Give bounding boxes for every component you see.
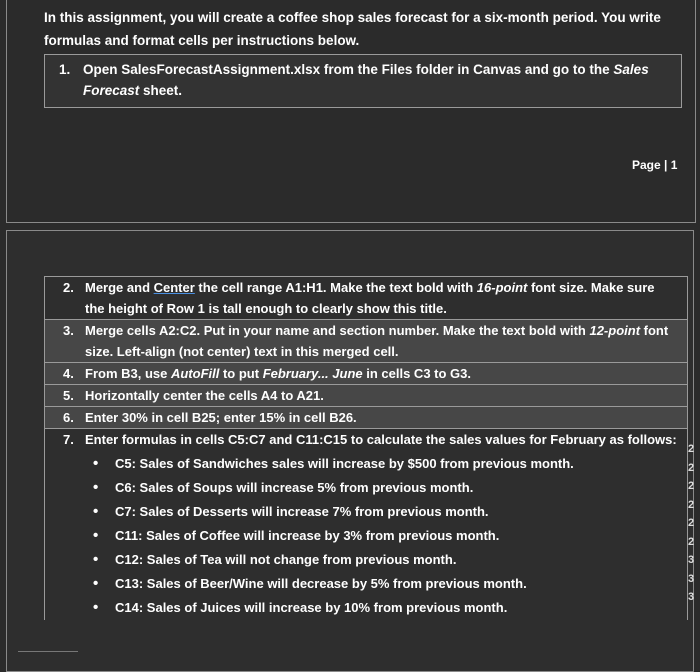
list-item xyxy=(85,452,677,476)
bullet-icon: • xyxy=(93,503,99,520)
list-item xyxy=(85,500,677,524)
text-run: and go to the xyxy=(521,62,614,77)
font-size-term: 16-point xyxy=(476,280,528,295)
list-item-text: C5: Sales of Sandwiches sales will increase by $500 from previous month. xyxy=(115,456,574,471)
step-number: 7. xyxy=(63,432,74,447)
list-item-text: C11: Sales of Coffee will increase by 3% from previous month. xyxy=(115,528,500,543)
text-run: with xyxy=(556,323,590,338)
text-run: font size. Make sure the height of Row 1 is tall enough to clearly show this title. xyxy=(85,280,655,316)
step-number: 4. xyxy=(63,366,74,381)
bullet-icon: • xyxy=(93,479,99,496)
font-size-term: 12-point xyxy=(589,323,641,338)
bullet-icon: • xyxy=(93,455,99,472)
step-number: 1. xyxy=(59,62,71,77)
margin-number: 2 xyxy=(688,517,695,529)
text-run: from the xyxy=(320,62,382,77)
platform-name: Canvas xyxy=(473,62,522,77)
bold-keyword: bold xyxy=(416,280,444,295)
center-link[interactable]: Center xyxy=(153,280,195,295)
list-item-text: C14: Sales of Juices will increase by 10% from previous month. xyxy=(115,600,508,615)
step-6 xyxy=(44,407,688,429)
margin-number: 2 xyxy=(688,443,695,455)
step-1-text xyxy=(59,59,669,101)
step-number: 3. xyxy=(63,323,74,338)
bullet-icon: • xyxy=(93,551,99,568)
autofill-term: AutoFill xyxy=(170,366,220,381)
step-7 xyxy=(44,429,688,620)
text-run: font size. xyxy=(85,323,669,359)
list-item xyxy=(85,524,677,548)
step-text: Horizontally center the cells A4 to A21. xyxy=(85,388,324,403)
side-margin-numbers xyxy=(688,440,700,607)
filename: SalesForecastAssignment.xlsx xyxy=(121,62,321,77)
step-4 xyxy=(44,363,688,385)
margin-number: 2 xyxy=(688,498,695,511)
sheet-name: Sales Forecast xyxy=(83,62,649,98)
left-align-term: Left-align xyxy=(116,344,176,359)
bullet-icon: • xyxy=(93,575,99,592)
margin-number: 2 xyxy=(688,461,695,474)
step-2 xyxy=(44,276,688,320)
step-number: 6. xyxy=(63,410,74,425)
bullet-list xyxy=(85,452,677,620)
text-run: in cells C3 to G3. xyxy=(362,366,471,381)
bullet-icon: • xyxy=(93,527,99,544)
step-1-box xyxy=(44,54,682,108)
margin-number: 3 xyxy=(688,572,695,585)
step-number: 5. xyxy=(63,388,74,403)
list-item xyxy=(85,548,677,572)
text-run: (not center) text in this merged cell. xyxy=(175,344,399,359)
text-run: to put xyxy=(219,366,263,381)
month-range: February... June xyxy=(262,366,363,381)
text-run: Open xyxy=(83,62,122,77)
margin-number: 2 xyxy=(688,480,695,492)
bold-keyword: bold xyxy=(528,323,557,338)
step-1 xyxy=(59,59,669,101)
text-run: Merge and xyxy=(85,280,154,295)
text-run: the cell range A1:H1. Make the text xyxy=(194,280,417,295)
page-number: Page | 1 xyxy=(632,158,678,172)
list-item xyxy=(85,476,677,500)
text-run: folder in xyxy=(412,62,474,77)
step-3 xyxy=(44,320,688,363)
text-run: Merge cells A2:C2. Put in your name and section number. Make the text xyxy=(85,323,529,338)
bullet-icon: • xyxy=(93,599,99,616)
margin-number: 3 xyxy=(688,554,695,566)
text-run: From B3, use xyxy=(85,366,171,381)
list-item xyxy=(85,596,677,620)
text-run: with xyxy=(443,280,477,295)
list-item-text: C12: Sales of Tea will not change from previous month. xyxy=(115,552,457,567)
list-item-text: C13: Sales of Beer/Wine will decrease by 5% from previous month. xyxy=(115,576,527,591)
step-text: Enter formulas in cells C5:C7 and C11:C15 to calculate the sales values for February as follows: xyxy=(85,432,677,447)
step-text: Enter 30% in cell B25; enter 15% in cell B26. xyxy=(85,410,357,425)
intro-paragraph: In this assignment, you will create a coffee shop sales forecast for a six-month period. You write formulas and format cells per instructions below. xyxy=(44,10,661,48)
list-item xyxy=(85,572,677,596)
instruction-steps xyxy=(44,276,688,620)
list-item-text: C7: Sales of Desserts will increase 7% from previous month. xyxy=(115,504,489,519)
list-item-text: C6: Sales of Soups will increase 5% from previous month. xyxy=(115,480,474,495)
margin-number: 2 xyxy=(688,535,695,548)
step-5 xyxy=(44,385,688,407)
margin-number: 3 xyxy=(688,591,695,603)
step-number: 2. xyxy=(63,280,74,295)
text-run: sheet. xyxy=(139,83,183,98)
folder-name: Files xyxy=(381,62,413,77)
